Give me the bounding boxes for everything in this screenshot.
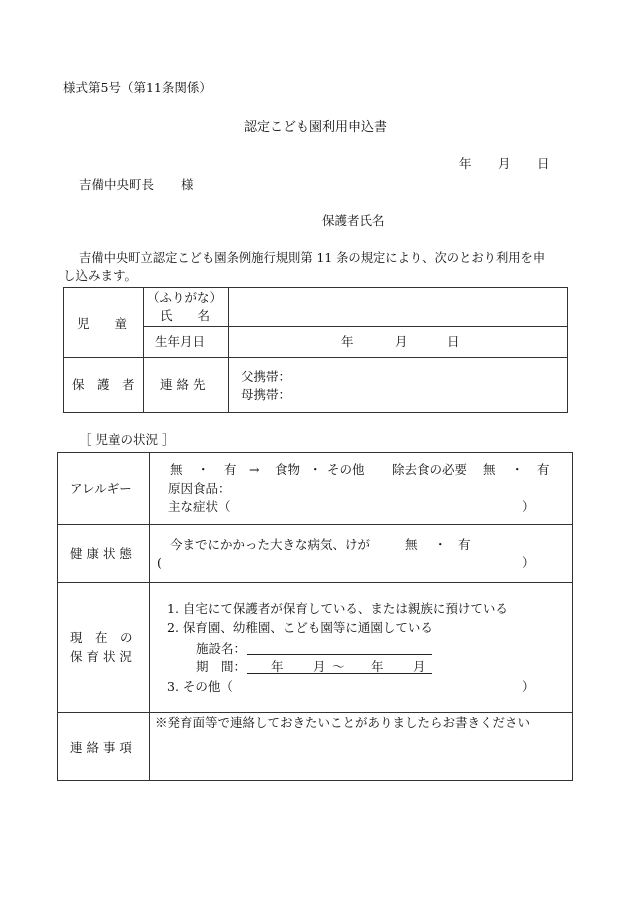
removal-diet-label: 除去食の必要	[392, 462, 468, 477]
health-close-paren: ）	[522, 555, 535, 570]
period-year-2: 年	[371, 659, 384, 674]
cause-food-label: 原因食品：	[168, 481, 231, 496]
date-year-label: 年	[459, 156, 472, 171]
health-open-paren: (	[157, 555, 162, 570]
table1-divider-2	[228, 287, 229, 413]
period-year-1: 年	[271, 659, 284, 674]
intro-line-1: 吉備中央町立認定こども園条例施行規則第 11 条の規定により、次のとおり利用を申	[79, 251, 546, 265]
allergy-yes-option[interactable]: 有	[224, 462, 237, 477]
facility-name-label: 施設名：	[196, 641, 247, 656]
birth-month-label: 月	[395, 334, 408, 349]
cause-food-field[interactable]	[232, 480, 562, 497]
table1-row-line-1	[143, 326, 568, 327]
table2-row-line-2	[57, 582, 573, 583]
arrow-right-icon: →	[249, 462, 260, 477]
child-status-heading: ［ 児童の状況 ］	[79, 432, 175, 447]
table2-row-line-1	[57, 524, 573, 525]
allergy-label: アレルギー	[70, 481, 132, 496]
notes-label: 連 絡 事 項	[70, 740, 132, 755]
period-label: 期 間：	[196, 659, 247, 674]
health-none-option[interactable]: 無	[405, 537, 418, 552]
father-mobile-field[interactable]	[290, 367, 560, 385]
childcare-option-3[interactable]: 3. その他（	[167, 679, 233, 694]
addressee: 吉備中央町長	[79, 177, 155, 192]
childcare-close-paren: ）	[522, 679, 535, 694]
contact-label: 連 絡 先	[160, 377, 206, 392]
intro-line-2: し込みます。	[63, 268, 138, 283]
period-month-2: 月	[413, 659, 426, 674]
allergy-food-separator: ・	[309, 462, 322, 477]
health-yes-option[interactable]: 有	[458, 537, 471, 552]
health-separator: ・	[434, 537, 447, 552]
guardian-name-label: 保護者氏名	[322, 213, 385, 228]
allergy-food-option[interactable]: 食物	[275, 462, 301, 477]
facility-name-underline	[247, 654, 432, 655]
honorific: 様	[181, 177, 194, 192]
symptom-field[interactable]	[240, 498, 520, 515]
health-detail-field[interactable]	[166, 554, 520, 571]
guardian-label: 保 護 者	[72, 377, 135, 392]
childcare-label-line-1: 現 在 の	[70, 630, 133, 645]
table2-row-line-3	[57, 712, 573, 713]
period-month-1: 月	[313, 659, 326, 674]
period-tilde: ～	[332, 659, 345, 674]
notes-instruction: ※発育面等で連絡しておきたいことがありましたらお書きください	[155, 715, 531, 730]
facility-name-field[interactable]	[247, 639, 432, 654]
childcare-other-field[interactable]	[240, 678, 520, 695]
symptom-close-paren: ）	[522, 499, 535, 514]
health-label: 健 康 状 態	[70, 546, 132, 561]
furigana-label: （ふりがな）	[147, 290, 223, 305]
allergy-separator: ・	[197, 462, 210, 477]
allergy-none-option[interactable]: 無	[170, 462, 183, 477]
page-title: 認定こども園利用申込書	[244, 120, 388, 135]
table2-divider	[149, 452, 150, 781]
removal-separator: ・	[511, 462, 524, 477]
allergy-other-option[interactable]: その他	[327, 462, 365, 477]
mother-mobile-field[interactable]	[290, 385, 560, 403]
birth-year-label: 年	[341, 334, 354, 349]
childcare-label-line-2: 保 育 状 況	[70, 649, 132, 664]
father-mobile-label: 父携帯：	[241, 369, 292, 384]
symptom-label: 主な症状（	[168, 499, 231, 514]
birth-day-label: 日	[447, 334, 460, 349]
table1-row-line-2	[63, 357, 568, 358]
childcare-option-1[interactable]: 1. 自宅にて保護者が保育している、または親族に預けている	[167, 601, 508, 616]
child-name-field[interactable]	[231, 290, 565, 324]
removal-none-option[interactable]: 無	[483, 462, 496, 477]
table1-divider-1	[143, 287, 144, 413]
health-question: 今までにかかった大きな病気、けが	[170, 537, 371, 552]
childcare-option-2[interactable]: 2. 保育園、幼稚園、こども園等に通園している	[167, 620, 433, 635]
form-number: 様式第5号（第11条関係）	[63, 80, 212, 95]
date-month-label: 月	[498, 156, 511, 171]
mother-mobile-label: 母携帯：	[241, 387, 292, 402]
removal-yes-option[interactable]: 有	[537, 462, 550, 477]
notes-field[interactable]	[154, 733, 568, 777]
birthdate-label: 生年月日	[155, 334, 206, 349]
child-label: 児 童	[77, 316, 128, 331]
date-day-label: 日	[537, 156, 550, 171]
name-label: 氏 名	[160, 308, 211, 323]
